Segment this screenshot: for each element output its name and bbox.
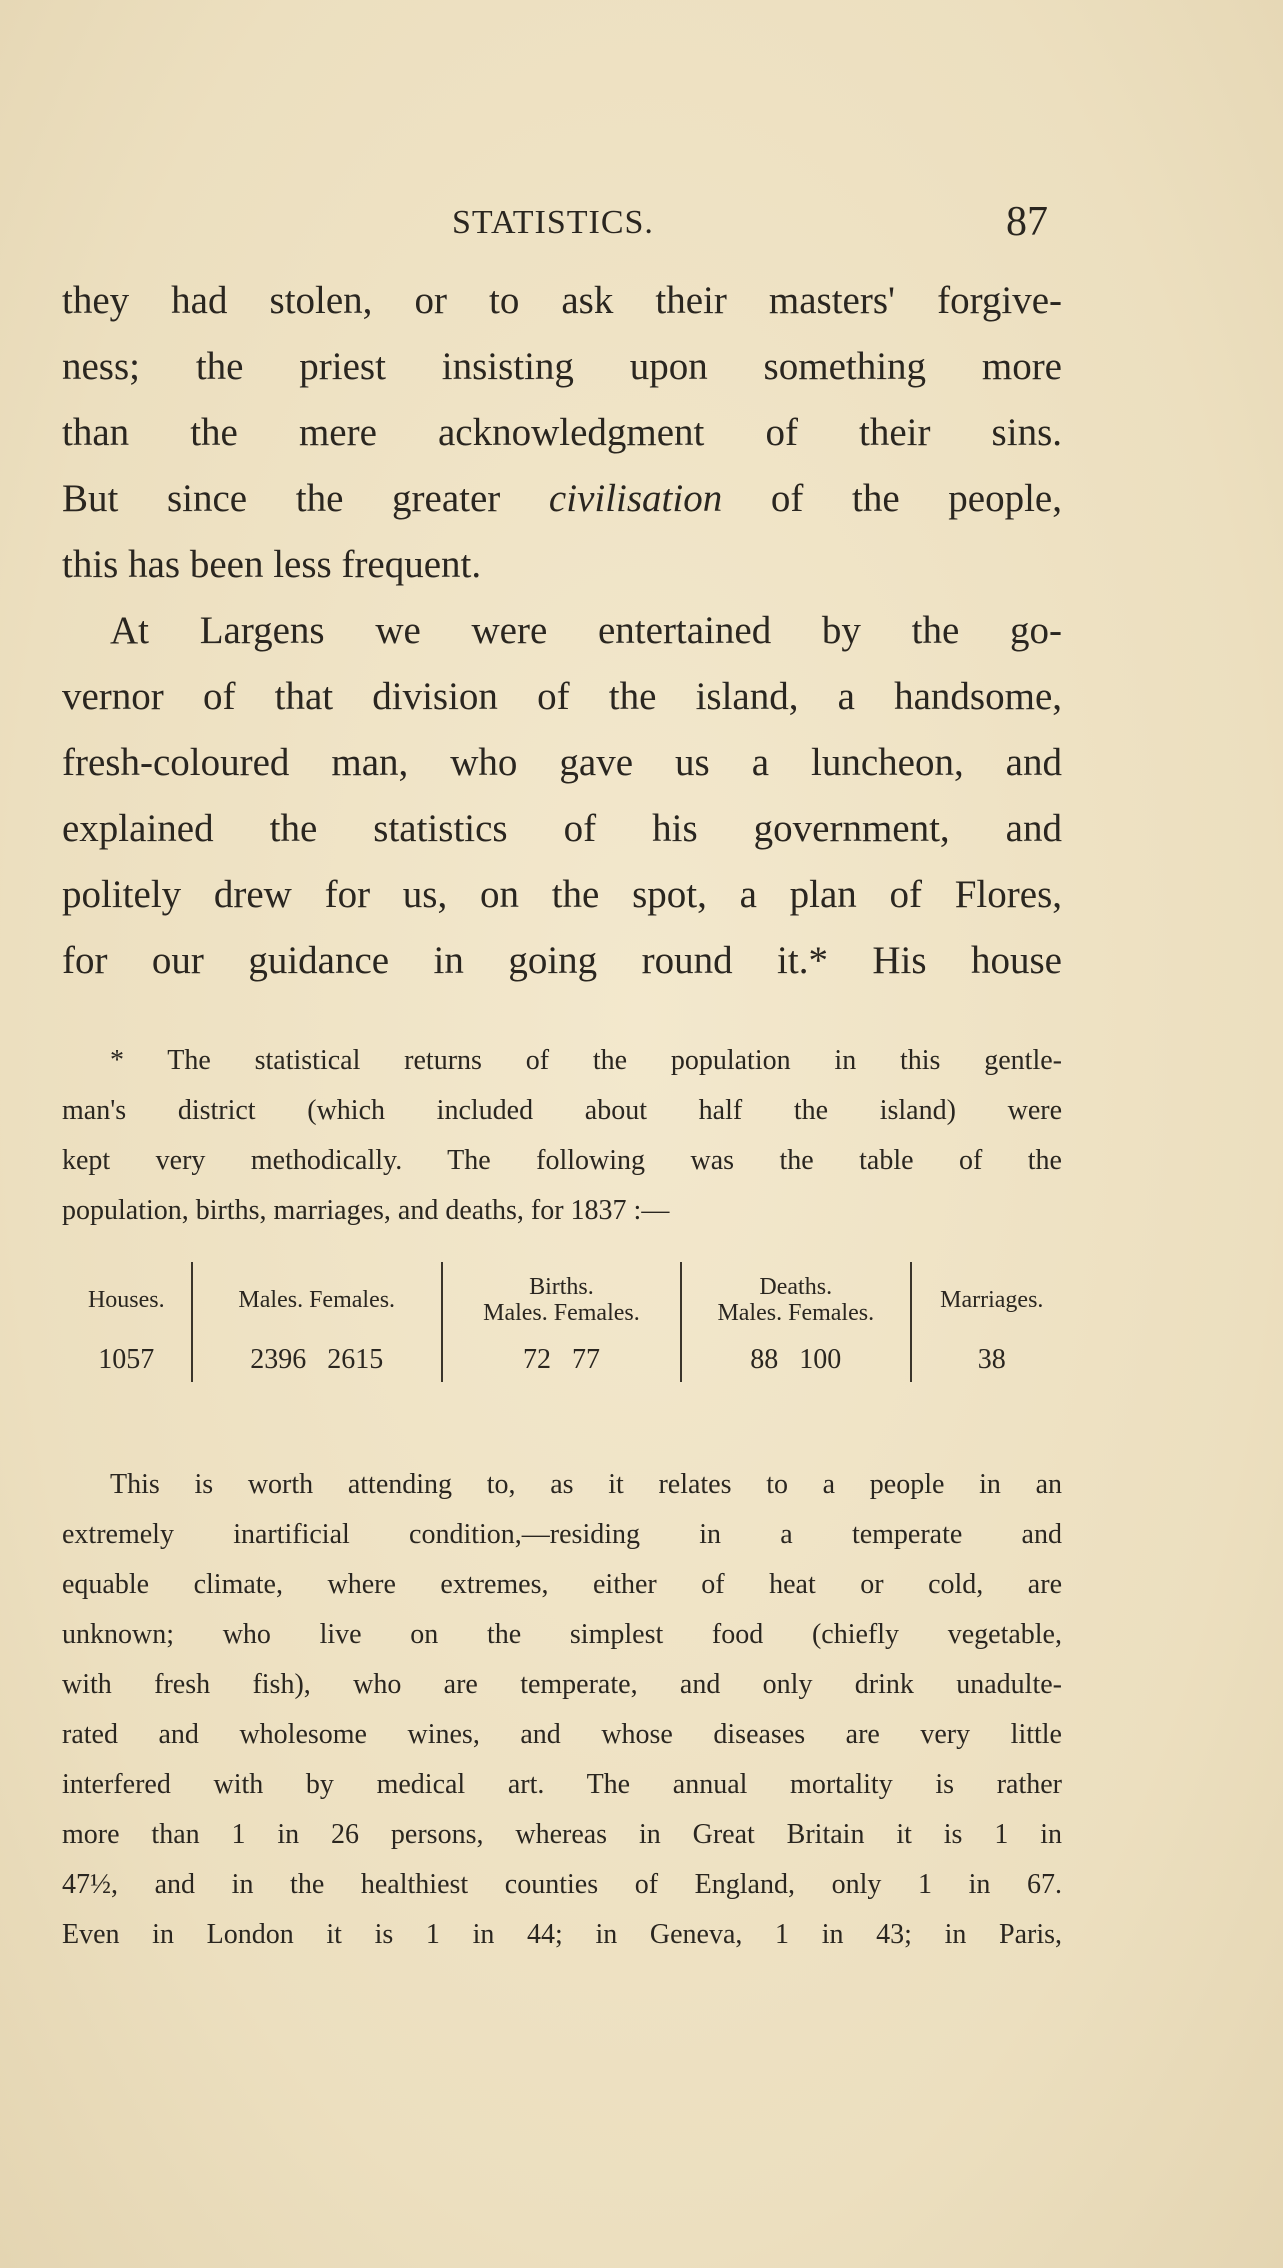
- footnote-line: with fresh fish), who are temperate, and only drink unadulte-: [62, 1669, 1062, 1700]
- body-line: for our guidance in going round it.* His house: [62, 939, 1062, 982]
- footnote-continued: [62, 1460, 1062, 1960]
- value-males-females: 2396 2615: [192, 1338, 442, 1382]
- header-houses: Houses.: [62, 1262, 192, 1338]
- value-houses: 1057: [62, 1338, 192, 1382]
- body-line: they had stolen, or to ask their masters' forgive-: [62, 279, 1062, 322]
- body-line: At Largens we were entertained by the go-: [110, 609, 1062, 652]
- footnote-line: unknown; who live on the simplest food (chiefly vegetable,: [62, 1619, 1062, 1650]
- page-number: 87: [1006, 199, 1048, 245]
- footnote-line: Even in London it is 1 in 44; in Geneva, 1 in 43; in Paris,: [62, 1919, 1062, 1950]
- footnote-line: kept very methodically. The following was the table of the: [62, 1145, 1062, 1176]
- header-marriages: Marriages.: [940, 1286, 1044, 1313]
- running-head: STATISTICS.: [452, 204, 654, 241]
- body-line: politely drew for us, on the spot, a plan of Flores,: [62, 873, 1062, 916]
- footnote-line: * The statistical returns of the population in this gentle-: [110, 1045, 1062, 1076]
- footnote-line: equable climate, where extremes, either of heat or cold, are: [62, 1569, 1062, 1600]
- header-births: [442, 1262, 681, 1338]
- header-deaths: [681, 1262, 911, 1338]
- body-text: [62, 268, 1062, 994]
- footnote-line: 47½, and in the healthiest counties of England, only 1 in 67.: [62, 1869, 1062, 1900]
- body-line: vernor of that division of the island, a handsome,: [62, 675, 1062, 718]
- footnote-line: interfered with by medical art. The annual mortality is rather: [62, 1769, 1062, 1800]
- body-line: this has been less frequent.: [62, 543, 482, 586]
- value-births: 72 77: [442, 1338, 681, 1382]
- body-line: fresh-coloured man, who gave us a luncheon, and: [62, 741, 1062, 784]
- value-deaths: 88 100: [681, 1338, 911, 1382]
- header-males-females: Males. Females.: [192, 1262, 442, 1338]
- table-header-row: [62, 1262, 1072, 1338]
- population-table: [62, 1262, 1072, 1382]
- body-line: But since the greater civilisation of the people,: [62, 477, 1062, 520]
- footnote-line: rated and wholesome wines, and whose diseases are very little: [62, 1719, 1062, 1750]
- body-line: ness; the priest insisting upon something more: [62, 345, 1062, 388]
- footnote-line: This is worth attending to, as it relates to a people in an: [110, 1469, 1062, 1500]
- footnote-line: extremely inartificial condition,—residing in a temperate and: [62, 1519, 1062, 1550]
- births-sub: Males. Females.: [483, 1300, 640, 1326]
- deaths-sub: Males. Females.: [717, 1300, 875, 1326]
- value-marriages: 38: [977, 1344, 1006, 1375]
- page-header: [60, 198, 1060, 258]
- footnote-line: man's district (which included about half the island) were: [62, 1095, 1062, 1126]
- deaths-title: Deaths.: [759, 1274, 833, 1300]
- body-line: explained the statistics of his government, and: [62, 807, 1062, 850]
- table-row: [62, 1338, 1072, 1382]
- births-title: Births.: [529, 1274, 594, 1300]
- footnote: [62, 1036, 1062, 1236]
- footnote-line: population, births, marriages, and deaths, for 1837 :—: [62, 1195, 670, 1226]
- body-line: than the mere acknowledgment of their sins.: [62, 411, 1062, 454]
- footnote-line: more than 1 in 26 persons, whereas in Great Britain it is 1 in: [62, 1819, 1062, 1850]
